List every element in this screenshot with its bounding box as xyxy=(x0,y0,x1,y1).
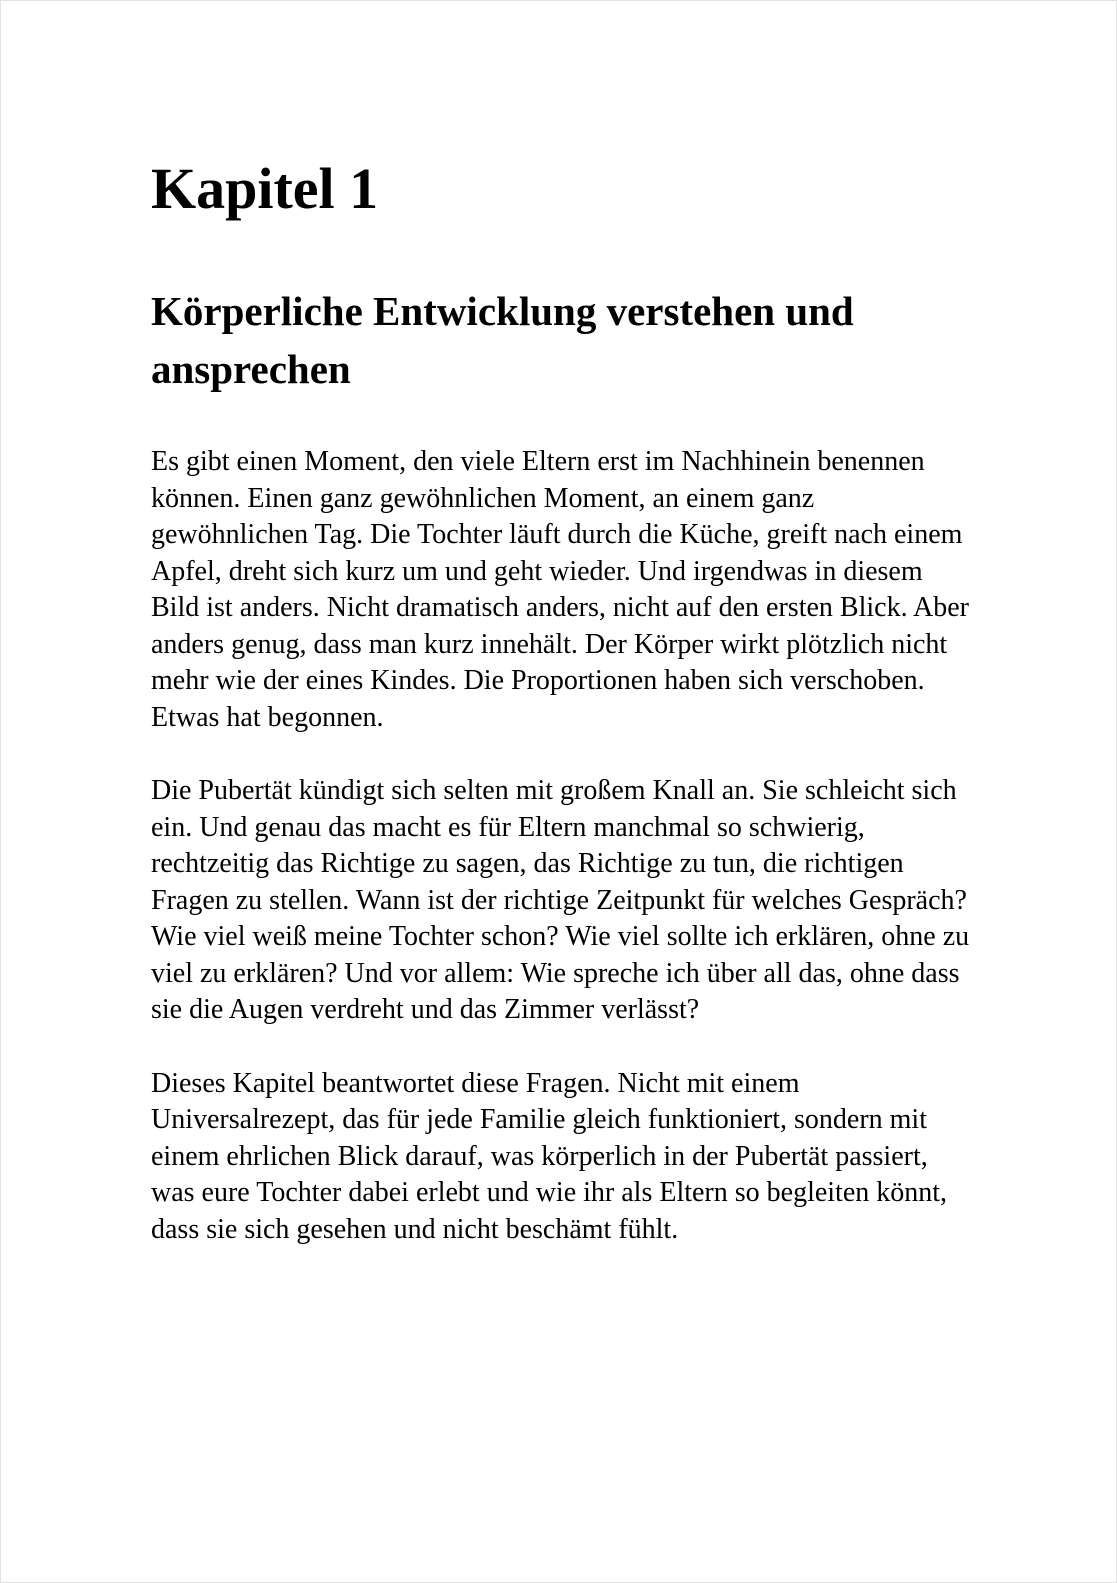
body-paragraph: Die Pubertät kündigt sich selten mit großem Knall an. Sie schleicht sich ein. Und genau das macht es für Eltern manchmal so schwierig, rechtzeitig das Richtige zu sagen, das Richtige zu tun, die richtigen Fragen zu stellen. Wann ist der richtige Zeitpunkt für welches Gespräch? Wie viel weiß meine Tochter schon? Wie viel sollte ich erklären, ohne zu viel zu erklären? Und vor allem: Wie spreche ich über all das, ohne dass sie die Augen verdreht und das Zimmer verlässt? xyxy=(151,775,970,1025)
body-paragraph: Es gibt einen Moment, den viele Eltern erst im Nachhinein benennen können. Einen ganz gewöhnlichen Moment, an einem ganz gewöhnlichen Tag. Die Tochter läuft durch die Küche, greift nach einem Apfel, dreht sich kurz um und geht wieder. Und irgendwas in diesem Bild ist anders. Nicht dramatisch anders, nicht auf den ersten Blick. Aber anders genug, dass man kurz innehält. Der Körper wirkt plötzlich nicht mehr wie der eines Kindes. Die Proportionen haben sich verschoben. Etwas hat begonnen. xyxy=(151,446,970,733)
chapter-content xyxy=(151,151,971,1248)
body-paragraph: Dieses Kapitel beantwortet diese Fragen. Nicht mit einem Universalrezept, das für jede Familie gleich funktioniert, sondern mit einem ehrlichen Blick darauf, was körperlich in der Pubertät passiert, was eure Tochter dabei erlebt und wie ihr als Eltern so begleiten könnt, dass sie sich gesehen und nicht beschämt fühlt. xyxy=(151,1067,948,1245)
chapter-title: Kapitel 1 xyxy=(151,156,379,221)
chapter-subtitle: Körperliche Entwicklung verstehen und ansprechen xyxy=(151,288,854,392)
